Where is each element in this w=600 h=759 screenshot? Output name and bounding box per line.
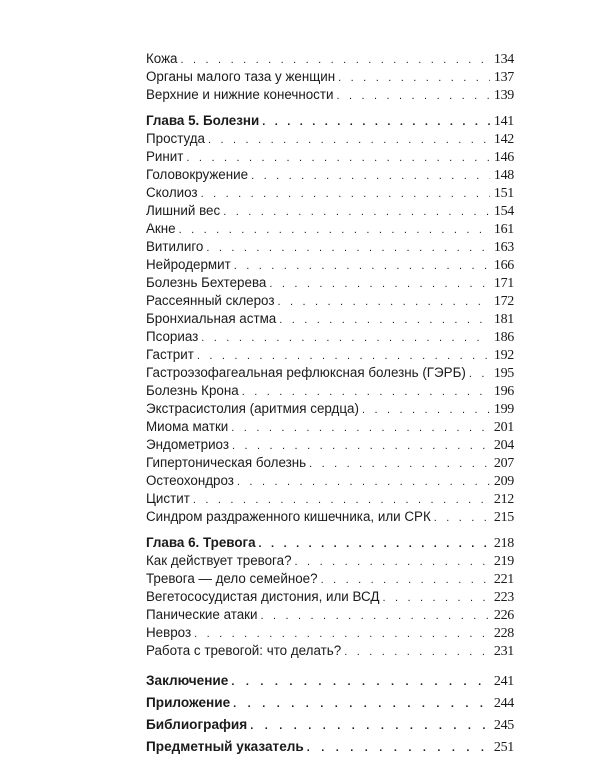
dot-leader (307, 737, 490, 759)
toc-entry[interactable] (146, 436, 514, 454)
toc-entry-page: 171 (493, 276, 514, 291)
toc-entry[interactable] (146, 328, 514, 346)
dot-leader (181, 51, 490, 69)
toc-entry-skin[interactable] (146, 50, 514, 68)
toc-entry-title: Гипертоническая болезнь (146, 455, 307, 470)
toc-entry-title: Синдром раздраженного кишечника, или СРК (146, 509, 431, 524)
toc-entry-title: Псориаз (146, 329, 199, 344)
back-matter-entry[interactable] (146, 692, 514, 714)
toc-entry-page: 151 (493, 186, 514, 201)
dot-leader (295, 553, 490, 571)
dot-leader (208, 131, 490, 149)
dot-leader (223, 203, 490, 221)
toc-entry[interactable] (146, 292, 514, 310)
dot-leader (250, 715, 490, 737)
chapter-title: Глава 6. Тревога (146, 535, 256, 550)
toc-entry[interactable] (146, 238, 514, 256)
toc-entry-page: 221 (493, 572, 514, 587)
toc-entry[interactable] (146, 184, 514, 202)
toc-entry-page: 139 (493, 88, 514, 103)
dot-leader (193, 491, 490, 509)
dot-leader (338, 69, 490, 87)
toc-entry[interactable] (146, 382, 514, 400)
toc-entry-title: Как действует тревога? (146, 553, 292, 568)
toc-entry-title: Гастрит (146, 347, 194, 362)
toc-entry-page: 192 (493, 348, 514, 363)
toc-entry-title: Болезнь Крона (146, 383, 239, 398)
toc-entry[interactable] (146, 642, 514, 660)
dot-leader (179, 221, 490, 239)
toc-entry[interactable] (146, 166, 514, 184)
toc-entry-page: 148 (493, 168, 514, 183)
toc-entry[interactable] (146, 400, 514, 418)
dot-leader (269, 275, 490, 293)
top-entries-list (146, 50, 514, 104)
toc-entry-title: Нейродермит (146, 257, 231, 272)
toc-entry-page: 223 (493, 590, 514, 605)
dot-leader (232, 437, 490, 455)
chapter-page: 141 (493, 114, 514, 129)
toc-entry-title: Невроз (146, 625, 192, 640)
toc-entry-title: Экстрасистолия (аритмия сердца) (146, 401, 359, 416)
toc-entry-title: Бронхиальная астма (146, 311, 277, 326)
dot-leader (362, 401, 490, 419)
toc-entry-page: 212 (493, 492, 514, 507)
back-matter-entry[interactable] (146, 736, 514, 758)
dot-leader (201, 185, 490, 203)
back-matter-entry-page: 245 (493, 718, 514, 733)
toc-entry-page: 204 (493, 438, 514, 453)
table-of-contents (146, 50, 514, 758)
back-matter-entry-page: 244 (493, 696, 514, 711)
toc-entry-page: 166 (493, 258, 514, 273)
toc-entry-limbs[interactable] (146, 86, 514, 104)
dot-leader (382, 589, 489, 607)
toc-entry[interactable] (146, 606, 514, 624)
chapter-5-entries (146, 130, 514, 526)
dot-leader (259, 535, 490, 553)
dot-leader (344, 643, 490, 661)
back-matter-entry-page: 251 (493, 740, 514, 755)
dot-leader (186, 149, 489, 167)
toc-entry-page: 195 (493, 366, 514, 381)
back-matter-entry-page: 241 (493, 674, 514, 689)
toc-entry-page: 199 (493, 402, 514, 417)
dot-leader (279, 311, 490, 329)
toc-entry[interactable] (146, 588, 514, 606)
dot-leader (262, 113, 490, 131)
dot-leader (321, 571, 490, 589)
back-matter-entry-title: Приложение (146, 695, 231, 710)
back-matter-entry-title: Заключение (146, 673, 229, 688)
back-matter-entry-title: Предметный указатель (146, 739, 304, 754)
toc-entry-title: Акне (146, 221, 176, 236)
chapter-title: Глава 5. Болезни (146, 113, 260, 128)
toc-entry-page: 181 (493, 312, 514, 327)
toc-entry-page: 226 (493, 608, 514, 623)
chapter-6-section (146, 534, 514, 660)
chapter-page: 218 (493, 536, 514, 551)
back-matter-list (146, 670, 514, 758)
dot-leader (469, 365, 490, 383)
dot-leader (234, 257, 490, 275)
dot-leader (206, 239, 490, 257)
toc-entry[interactable] (146, 148, 514, 166)
toc-entry[interactable] (146, 310, 514, 328)
toc-entry-page: 196 (493, 384, 514, 399)
toc-entry-page: 161 (493, 222, 514, 237)
back-matter-entry[interactable] (146, 670, 514, 692)
toc-entry-page: 146 (493, 150, 514, 165)
dot-leader (251, 167, 490, 185)
toc-entry-title: Органы малого таза у женщин (146, 69, 336, 84)
toc-entry[interactable] (146, 364, 514, 382)
toc-entry[interactable] (146, 570, 514, 588)
toc-entry-page: 215 (493, 510, 514, 525)
back-matter-entry-title: Библиография (146, 717, 248, 732)
toc-entry-title: Миома матки (146, 419, 229, 434)
chapter-5-heading[interactable] (146, 112, 514, 130)
dot-leader (194, 625, 490, 643)
dot-leader (197, 347, 490, 365)
toc-entry[interactable] (146, 454, 514, 472)
toc-entry[interactable] (146, 256, 514, 274)
toc-entry-title: Простуда (146, 131, 206, 146)
dot-leader (233, 693, 490, 715)
toc-entry[interactable] (146, 490, 514, 508)
dot-leader (336, 87, 489, 105)
dot-leader (242, 383, 490, 401)
toc-entry-page: 172 (493, 294, 514, 309)
toc-entry[interactable] (146, 508, 514, 526)
toc-entry-title: Головокружение (146, 167, 249, 182)
toc-entry-title: Рассеянный склероз (146, 293, 275, 308)
toc-entry-page: 154 (493, 204, 514, 219)
toc-entry-page: 186 (493, 330, 514, 345)
toc-entry[interactable] (146, 202, 514, 220)
toc-entry-page: 228 (493, 626, 514, 641)
toc-entry-title: Витилиго (146, 239, 204, 254)
toc-entry[interactable] (146, 130, 514, 148)
dot-leader (201, 329, 490, 347)
toc-entry-title: Остеохондроз (146, 473, 234, 488)
dot-leader (231, 419, 490, 437)
toc-entry-title: Ринит (146, 149, 184, 164)
toc-entry-page: 209 (493, 474, 514, 489)
toc-entry-title: Гастроэзофагеальная рефлюксная болезнь (ГЭРБ) (146, 365, 466, 380)
back-matter-entry[interactable] (146, 714, 514, 736)
chapter-6-heading[interactable] (146, 534, 514, 552)
dot-leader (434, 509, 490, 527)
section-gap (146, 104, 514, 112)
toc-entry-page: 163 (493, 240, 514, 255)
toc-entry-page: 219 (493, 554, 514, 569)
dot-leader (231, 671, 490, 693)
toc-entry-title: Работа с тревогой: что делать? (146, 643, 342, 658)
dot-leader (278, 293, 490, 311)
toc-entry-title: Верхние и нижние конечности (146, 87, 334, 102)
toc-entry-page: 207 (493, 456, 514, 471)
toc-entry-page: 134 (493, 52, 514, 67)
toc-entry-title: Тревога — дело семейное? (146, 571, 318, 586)
chapter-5-section (146, 112, 514, 526)
toc-entry-page: 231 (493, 644, 514, 659)
toc-entry[interactable] (146, 418, 514, 436)
dot-leader (237, 473, 490, 491)
toc-entry-title: Болезнь Бехтерева (146, 275, 267, 290)
toc-entry[interactable] (146, 346, 514, 364)
toc-entry-page: 201 (493, 420, 514, 435)
toc-entry-pelvic-organs[interactable] (146, 68, 514, 86)
toc-entry[interactable] (146, 552, 514, 570)
toc-entry-title: Лишний вес (146, 203, 221, 218)
toc-entry[interactable] (146, 472, 514, 490)
toc-entry-title: Цистит (146, 491, 190, 506)
toc-entry[interactable] (146, 274, 514, 292)
toc-entry-title: Вегетососудистая дистония, или ВСД (146, 589, 380, 604)
toc-entry[interactable] (146, 624, 514, 642)
dot-leader (261, 607, 490, 625)
section-gap (146, 660, 514, 670)
toc-entry-title: Кожа (146, 51, 178, 66)
toc-entry-title: Сколиоз (146, 185, 198, 200)
toc-entry[interactable] (146, 220, 514, 238)
chapter-6-entries (146, 552, 514, 660)
toc-entry-page: 137 (493, 70, 514, 85)
dot-leader (309, 455, 490, 473)
section-gap (146, 526, 514, 534)
toc-entry-title: Эндометриоз (146, 437, 229, 452)
toc-entry-page: 142 (493, 132, 514, 147)
toc-entry-title: Панические атаки (146, 607, 258, 622)
